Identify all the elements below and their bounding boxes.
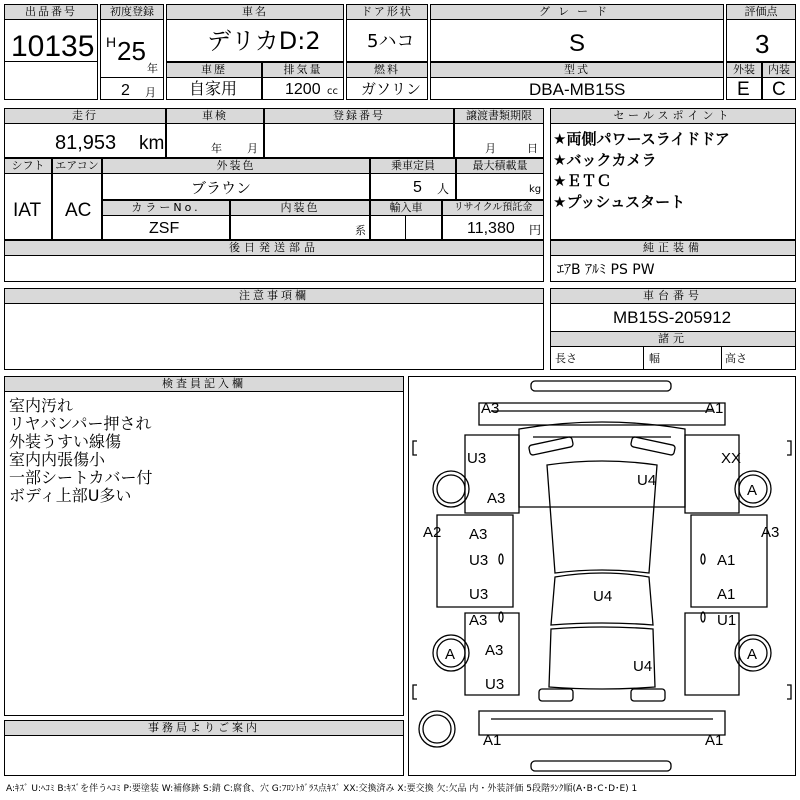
damage-mark: U1 [717, 612, 737, 629]
car-name-value: デリカD:2 [207, 27, 321, 55]
aircon-label: エアコン [53, 159, 101, 174]
office-box [4, 720, 404, 776]
later-parts-label: 後日発送部品 [5, 241, 543, 256]
door-box [346, 4, 428, 62]
ext-color-label: 外装色 [103, 159, 369, 174]
ext-color-box [102, 158, 370, 200]
first-reg-month: 2 [121, 82, 130, 99]
reg-no-label: 登録番号 [265, 109, 453, 124]
damage-mark: U4 [593, 588, 613, 605]
first-reg-year: 25 [117, 36, 146, 66]
dims-width: 幅 [649, 352, 660, 365]
fuel-box [346, 62, 428, 100]
score-label: 評価点 [727, 5, 795, 20]
ext-grade-box [726, 62, 762, 100]
car-diagram-drawing [409, 377, 795, 775]
chassis-box [550, 288, 796, 370]
max-load-unit: kg [529, 184, 542, 195]
recycle-label: リサイクル預託金 [443, 201, 543, 216]
chassis-value: MB15S-205912 [613, 308, 732, 327]
dims-height: 高さ [725, 352, 747, 365]
recycle-unit: 円 [529, 223, 542, 237]
later-parts-box [4, 240, 544, 282]
int-color-box [230, 200, 370, 240]
score-value: 3 [755, 29, 770, 59]
displacement-value: 1200 [285, 81, 321, 98]
damage-mark: XX [721, 450, 742, 467]
score-box [726, 4, 796, 62]
aircon-box [52, 158, 102, 240]
transfer-date-box [454, 108, 544, 158]
inspection-year-unit: 年 [211, 142, 222, 155]
first-reg-label: 初度登録 [101, 5, 163, 20]
chassis-label: 車台番号 [551, 289, 795, 304]
int-grade-label: 内装 [763, 63, 795, 78]
grade-label: グレード [431, 5, 723, 20]
dims-label: 諸元 [551, 332, 795, 347]
inspection-label: 車検 [167, 109, 263, 124]
int-grade-box [762, 62, 796, 100]
damage-mark: A3 [481, 400, 500, 417]
equipment-value: ｴｱB ｱﾙﾐ PS PW [557, 262, 655, 278]
sales-point-item: ★プッシュスタート [553, 193, 686, 211]
damage-mark: A1 [705, 400, 724, 417]
displacement-label: 排気量 [263, 63, 343, 78]
damage-mark: A3 [485, 642, 504, 659]
history-value: 自家用 [189, 79, 238, 98]
color-no-label: カラーNo. [103, 201, 229, 216]
first-reg-box [100, 4, 164, 100]
int-grade-value: C [772, 79, 786, 100]
mileage-box [4, 108, 166, 158]
aircon-value: AC [65, 200, 92, 221]
capacity-value: 5 [413, 179, 422, 196]
model-code-box [430, 62, 724, 100]
inspector-note: 室内内張傷小 [9, 450, 106, 469]
notes-label: 注意事項欄 [5, 289, 543, 304]
car-name-box [166, 4, 344, 62]
recycle-value: 11,380 [467, 220, 515, 237]
inspector-note: 一部シートカバー付 [9, 468, 153, 487]
grade-value: S [569, 30, 586, 57]
max-load-label: 最大積載量 [457, 159, 543, 174]
transfer-date-label: 譲渡書類期限 [455, 109, 543, 124]
damage-mark: U3 [469, 586, 489, 603]
displacement-box [262, 62, 344, 100]
car-name-label: 車名 [167, 5, 343, 20]
lot-number: 10135 [11, 30, 95, 63]
fuel-label: 燃料 [347, 63, 427, 78]
sales-point-item: ★両側パワースライドドア [553, 130, 730, 148]
inspector-note: リヤバンパー押され [9, 414, 152, 433]
equipment-box [550, 240, 796, 282]
damage-mark: A [747, 482, 758, 499]
equipment-label: 純正装備 [551, 241, 795, 256]
inspector-box [4, 376, 404, 716]
damage-mark: A1 [705, 732, 724, 749]
transfer-month-unit: 月 [485, 142, 496, 155]
damage-mark: A1 [717, 586, 736, 603]
lot-label: 出品番号 [5, 5, 97, 20]
shift-box [4, 158, 52, 240]
history-box [166, 62, 262, 100]
damage-mark: A1 [483, 732, 502, 749]
inspection-box [166, 108, 264, 158]
shift-value: IAT [13, 200, 42, 221]
inspector-note: 外装うすい線傷 [9, 432, 122, 451]
mileage-value: 81,953 [55, 132, 117, 154]
displacement-unit: cc [327, 86, 338, 97]
reg-no-box [264, 108, 454, 158]
door-value: 5ハコ [367, 31, 415, 52]
office-label: 事務局よりご案内 [5, 721, 403, 736]
damage-mark: A3 [469, 612, 488, 629]
damage-mark: A3 [761, 524, 780, 541]
first-reg-year-unit: 年 [147, 62, 158, 75]
mileage-label: 走行 [5, 109, 165, 124]
model-code-value: DBA-MB15S [529, 80, 626, 99]
fuel-value: ガソリン [361, 80, 422, 98]
damage-mark: A3 [487, 490, 506, 507]
damage-mark: A2 [423, 524, 442, 541]
lot-box [4, 4, 98, 100]
sales-points-label: セールスポイント [551, 109, 795, 124]
capacity-unit: 人 [437, 182, 450, 196]
damage-mark: A1 [717, 552, 736, 569]
history-label: 車歴 [167, 63, 261, 78]
damage-mark: A3 [469, 526, 488, 543]
transfer-day-unit: 日 [527, 142, 538, 155]
model-code-label: 型式 [431, 63, 723, 78]
damage-mark: U4 [633, 658, 653, 675]
import-label: 輸入車 [371, 201, 441, 216]
sales-points-box [550, 108, 796, 240]
ext-grade-value: E [737, 79, 750, 100]
damage-mark: U3 [467, 450, 487, 467]
sales-point-item: ★バックカメラ [553, 151, 657, 169]
max-load-box [456, 158, 544, 200]
color-no-box [102, 200, 230, 240]
car-diagram [408, 376, 796, 776]
mileage-unit: km [139, 133, 165, 154]
dims-length: 長さ [555, 352, 577, 365]
ext-grade-label: 外装 [727, 63, 761, 78]
inspector-note: ボディ上部U多い [9, 486, 132, 505]
int-color-unit: 系 [355, 224, 366, 237]
inspector-label: 検査員記入欄 [5, 377, 403, 392]
damage-mark: U3 [485, 676, 505, 693]
inspector-note: 室内汚れ [9, 396, 74, 415]
legend: A:ｷｽﾞ U:ﾍｺﾐ B:ｷｽﾞを伴うﾍｺﾐ P:要塗装 W:補修跡 S:錆 C:腐食、穴 G:ﾌﾛﾝﾄｶﾞﾗｽ点ｷｽﾞ XX:交換済み X:要交換 欠:欠品 内・外装評価 5段階ﾗﾝｸ順(A･B･C･D･E) 1 [6, 784, 638, 794]
damage-mark: A [747, 646, 758, 663]
import-box [370, 200, 442, 240]
notes-box [4, 288, 544, 370]
door-label: ドア形状 [347, 5, 427, 20]
capacity-label: 乗車定員 [371, 159, 455, 174]
damage-mark: U3 [469, 552, 489, 569]
color-no-value: ZSF [149, 220, 180, 237]
inspection-month-unit: 月 [247, 142, 258, 155]
capacity-box [370, 158, 456, 200]
first-reg-month-unit: 月 [145, 86, 156, 99]
ext-color-value: ブラウン [191, 179, 252, 197]
grade-box [430, 4, 724, 62]
int-color-label: 内装色 [231, 201, 369, 216]
shift-label: シフト [5, 159, 51, 174]
sales-point-item: ★ＥＴＣ [553, 172, 612, 190]
damage-mark: U4 [637, 472, 657, 489]
recycle-box [442, 200, 544, 240]
damage-mark: A [445, 646, 456, 663]
first-reg-era: H [106, 34, 117, 50]
